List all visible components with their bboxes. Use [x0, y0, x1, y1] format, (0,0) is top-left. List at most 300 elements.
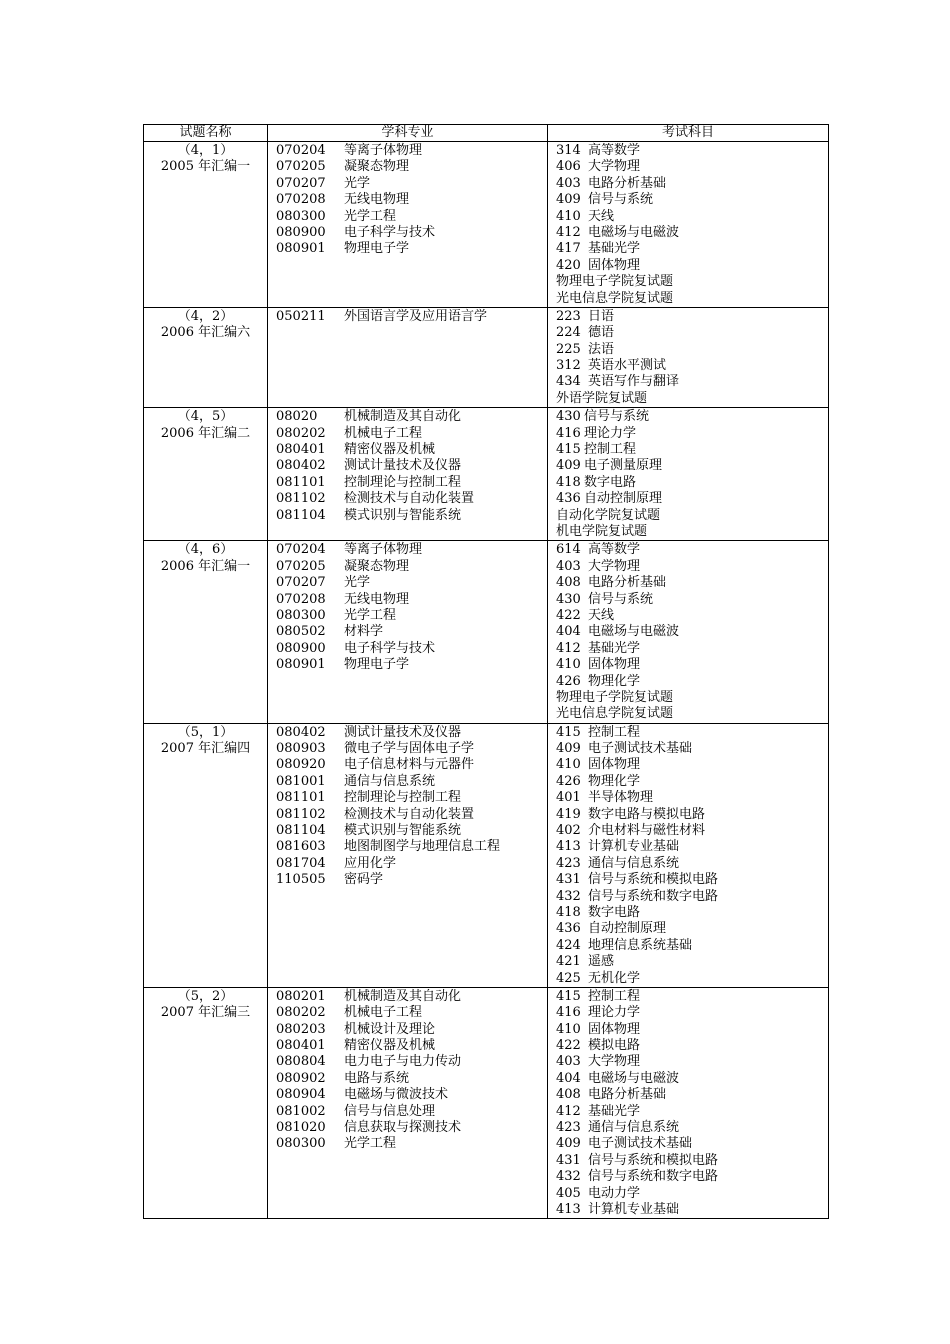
subject-item	[556, 1022, 828, 1038]
subject-name: 电路分析基础	[588, 1087, 667, 1103]
major-name: 精密仪器及机械	[344, 442, 436, 458]
subject-name: 数字电路	[584, 474, 637, 490]
subject-name: 介电材料与磁性材料	[588, 823, 706, 839]
subject-code: 418	[556, 474, 581, 490]
subjects-cell	[548, 307, 829, 407]
major-item	[276, 1005, 547, 1021]
subject-code: 413	[556, 1202, 581, 1217]
subject-code: 409	[556, 458, 581, 474]
major-code: 081002	[276, 1103, 326, 1119]
major-item	[276, 1087, 547, 1103]
subject-name: 控制工程	[588, 988, 641, 1004]
subject-code: 409	[556, 1136, 581, 1152]
major-item	[276, 757, 547, 773]
header-subject: 考试科目	[548, 125, 829, 142]
major-item	[276, 542, 547, 558]
subject-name: 自动控制原理	[584, 491, 663, 507]
subject-code: 417	[556, 241, 581, 257]
major-item	[276, 309, 547, 325]
major-name: 物理电子学	[344, 657, 410, 673]
major-name: 无线电物理	[344, 192, 410, 208]
subject-code: 409	[556, 741, 581, 757]
subject-name: 固体物理	[588, 257, 641, 273]
subject-item	[556, 1202, 828, 1218]
subject-code: 418	[556, 904, 581, 920]
subject-code: 224	[556, 325, 581, 341]
exam-title: 2006 年汇编六	[160, 325, 251, 341]
exam-catalog-table	[143, 124, 829, 1219]
major-item	[276, 241, 547, 257]
subject-item	[556, 905, 828, 921]
subject-code: 430	[556, 409, 581, 425]
subject-name: 通信与信息系统	[588, 855, 680, 871]
major-code: 080904	[276, 1087, 326, 1103]
major-name: 机械制造及其自动化	[344, 409, 462, 425]
majors-cell	[268, 307, 548, 407]
subject-code: 419	[556, 806, 581, 822]
table-row	[144, 541, 829, 723]
subject-item	[556, 1169, 828, 1185]
subject-code: 426	[556, 773, 581, 789]
major-item	[276, 559, 547, 575]
subject-item	[556, 657, 828, 673]
subject-item	[556, 442, 828, 458]
subject-code: 415	[556, 724, 581, 740]
major-code: 080300	[276, 607, 326, 623]
retest-item: 外语学院复试题	[556, 390, 648, 406]
major-item	[276, 989, 547, 1005]
subject-item	[556, 241, 828, 257]
retest-item: 物理电子学院复试题	[556, 274, 674, 290]
exam-id: （4，5）	[177, 409, 234, 425]
subject-item	[556, 641, 828, 657]
major-item	[276, 856, 547, 872]
major-name: 光学工程	[344, 1136, 397, 1152]
major-code: 080901	[276, 657, 326, 673]
subject-name: 电子测试技术基础	[588, 741, 693, 757]
subject-item	[556, 741, 828, 757]
subject-item	[556, 774, 828, 790]
subject-item	[556, 458, 828, 474]
subject-item	[556, 258, 828, 274]
major-item	[276, 1120, 547, 1136]
major-code: 070207	[276, 175, 326, 191]
subject-name: 高等数学	[588, 143, 641, 158]
subject-item	[556, 409, 828, 425]
major-item	[276, 143, 547, 159]
subject-name: 固体物理	[588, 657, 641, 673]
major-item	[276, 159, 547, 175]
subject-code: 410	[556, 1021, 581, 1037]
table-body	[144, 142, 829, 1219]
subject-name: 电磁场与电磁波	[588, 1070, 680, 1086]
majors-cell	[268, 541, 548, 723]
subject-code: 402	[556, 823, 581, 839]
subject-item	[556, 938, 828, 954]
major-item	[276, 839, 547, 855]
major-item	[276, 790, 547, 806]
major-name: 机械电子工程	[344, 425, 423, 441]
subject-code: 432	[556, 888, 581, 904]
major-name: 精密仪器及机械	[344, 1038, 436, 1054]
subject-item	[556, 823, 828, 839]
subject-code: 412	[556, 224, 581, 240]
major-code: 081704	[276, 855, 326, 871]
exam-id: （5，1）	[177, 724, 234, 740]
major-code: 081102	[276, 806, 326, 822]
subject-code: 403	[556, 558, 581, 574]
subject-code: 420	[556, 257, 581, 273]
subject-item	[556, 1038, 828, 1054]
subject-name: 天线	[588, 607, 615, 623]
subject-name: 信号与系统	[584, 409, 650, 425]
major-code: 070207	[276, 575, 326, 591]
subject-code: 434	[556, 374, 581, 390]
subject-code: 415	[556, 442, 581, 458]
subject-name: 电动力学	[588, 1185, 641, 1201]
subject-item	[556, 608, 828, 624]
major-code: 081001	[276, 773, 326, 789]
subject-name: 电路分析基础	[588, 575, 667, 591]
major-item	[276, 192, 547, 208]
subjects-cell	[548, 987, 829, 1218]
subject-code: 413	[556, 839, 581, 855]
subject-item	[556, 889, 828, 905]
major-name: 光学	[344, 175, 371, 191]
subject-item	[556, 1054, 828, 1070]
subject-item	[556, 1087, 828, 1103]
subject-name: 电磁场与电磁波	[588, 224, 680, 240]
major-item	[276, 1038, 547, 1054]
major-code: 080402	[276, 724, 326, 740]
subject-code: 412	[556, 640, 581, 656]
exam-title: 2005 年汇编一	[160, 159, 251, 175]
major-code: 070205	[276, 558, 326, 574]
subject-item	[556, 542, 828, 558]
major-name: 通信与信息系统	[344, 773, 436, 789]
major-code: 080202	[276, 1005, 326, 1021]
subjects-cell	[548, 408, 829, 541]
major-name: 材料学	[344, 624, 384, 640]
subject-item	[556, 325, 828, 341]
exam-title: 2006 年汇编一	[160, 558, 251, 574]
retest-item: 自动化学院复试题	[556, 507, 661, 523]
subject-code: 436	[556, 491, 581, 507]
major-item	[276, 641, 547, 657]
major-code: 080401	[276, 1038, 326, 1054]
subject-item	[556, 725, 828, 741]
subject-item	[556, 209, 828, 225]
exam-title: 2007 年汇编三	[160, 1005, 251, 1021]
subject-item	[556, 624, 828, 640]
majors-cell	[268, 408, 548, 541]
exam-id: （4，6）	[177, 542, 234, 558]
subject-code: 408	[556, 575, 581, 591]
subject-name: 高等数学	[588, 542, 641, 558]
subject-item	[556, 225, 828, 241]
subject-item	[556, 309, 828, 325]
major-code: 070204	[276, 542, 326, 558]
subject-name: 理论力学	[584, 425, 637, 441]
subject-code: 614	[556, 542, 581, 558]
major-code: 080401	[276, 442, 326, 458]
subject-name: 信号与系统和模拟电路	[588, 872, 719, 888]
subject-name: 理论力学	[588, 1005, 641, 1021]
major-name: 地图制图学与地理信息工程	[344, 839, 501, 855]
major-code: 070204	[276, 143, 326, 158]
major-name: 测试计量技术及仪器	[344, 458, 462, 474]
major-code: 080300	[276, 1136, 326, 1152]
major-code: 08020	[276, 409, 318, 425]
major-name: 信息获取与探测技术	[344, 1120, 462, 1136]
subject-name: 物理化学	[588, 773, 641, 789]
major-code: 080402	[276, 458, 326, 474]
subject-code: 410	[556, 757, 581, 773]
subject-code: 410	[556, 208, 581, 224]
subject-code: 430	[556, 591, 581, 607]
major-code: 081104	[276, 823, 326, 839]
subjects-cell	[548, 723, 829, 987]
subject-name: 英语水平测试	[588, 358, 667, 374]
major-name: 电子科学与技术	[344, 224, 436, 240]
major-name: 电子科学与技术	[344, 640, 436, 656]
subject-name: 计算机专业基础	[588, 1202, 680, 1217]
subject-item	[556, 374, 828, 390]
subject-item	[556, 192, 828, 208]
major-item	[276, 225, 547, 241]
subject-name: 电子测试技术基础	[588, 1136, 693, 1152]
subject-name: 基础光学	[588, 1103, 641, 1119]
major-code: 080201	[276, 988, 326, 1004]
major-name: 控制理论与控制工程	[344, 474, 462, 490]
retest-item: 光电信息学院复试题	[556, 290, 674, 306]
major-name: 等离子体物理	[344, 143, 423, 158]
subject-item	[556, 790, 828, 806]
subject-code: 416	[556, 425, 581, 441]
subject-name: 信号与系统	[588, 192, 654, 208]
major-code: 080502	[276, 624, 326, 640]
major-name: 光学	[344, 575, 371, 591]
major-item	[276, 657, 547, 673]
major-code: 081101	[276, 474, 326, 490]
major-item	[276, 409, 547, 425]
table-row	[144, 408, 829, 541]
subject-code: 403	[556, 175, 581, 191]
subjects-cell	[548, 541, 829, 723]
subject-name: 信号与系统和模拟电路	[588, 1152, 719, 1168]
major-name: 无线电物理	[344, 591, 410, 607]
major-code: 081603	[276, 839, 326, 855]
subject-name: 信号与系统和数字电路	[588, 888, 719, 904]
retest-item: 光电信息学院复试题	[556, 706, 674, 722]
major-item	[276, 807, 547, 823]
major-item	[276, 608, 547, 624]
subject-item	[556, 1136, 828, 1152]
table-row	[144, 142, 829, 308]
table-row	[144, 723, 829, 987]
subject-item	[556, 358, 828, 374]
subject-item	[556, 757, 828, 773]
major-code: 050211	[276, 308, 326, 324]
subject-name: 电子测量原理	[584, 458, 663, 474]
major-code: 080901	[276, 241, 326, 257]
major-name: 测试计量技术及仪器	[344, 724, 462, 740]
major-item	[276, 491, 547, 507]
major-code: 070208	[276, 591, 326, 607]
subject-name: 无机化学	[588, 970, 641, 986]
major-code: 080202	[276, 425, 326, 441]
subject-name: 信号与系统和数字电路	[588, 1169, 719, 1185]
subject-item	[556, 592, 828, 608]
major-item	[276, 1022, 547, 1038]
subject-code: 416	[556, 1005, 581, 1021]
subject-item	[556, 856, 828, 872]
major-name: 电磁场与微波技术	[344, 1087, 449, 1103]
subject-code: 408	[556, 1087, 581, 1103]
major-name: 光学工程	[344, 607, 397, 623]
subject-code: 405	[556, 1185, 581, 1201]
major-name: 光学工程	[344, 208, 397, 224]
exam-name-cell	[144, 142, 268, 308]
subject-item	[556, 1005, 828, 1021]
major-name: 凝聚态物理	[344, 159, 410, 175]
major-name: 模式识别与智能系统	[344, 823, 462, 839]
major-code: 081101	[276, 790, 326, 806]
subject-name: 日语	[588, 308, 615, 324]
majors-cell	[268, 723, 548, 987]
subject-item	[556, 989, 828, 1005]
subject-name: 通信与信息系统	[588, 1120, 680, 1136]
subject-item	[556, 1153, 828, 1169]
subject-code: 406	[556, 159, 581, 175]
major-name: 密码学	[344, 872, 384, 888]
major-item	[276, 872, 547, 888]
subject-item	[556, 559, 828, 575]
subject-item	[556, 839, 828, 855]
exam-id: （4，2）	[177, 308, 234, 324]
exam-id: （4，1）	[177, 143, 234, 158]
subject-name: 地理信息系统基础	[588, 937, 693, 953]
major-code: 080902	[276, 1070, 326, 1086]
table-row	[144, 987, 829, 1218]
major-name: 信号与信息处理	[344, 1103, 436, 1119]
subject-name: 英语写作与翻译	[588, 374, 680, 390]
major-name: 微电子学与固体电子学	[344, 741, 475, 757]
subject-name: 半导体物理	[588, 790, 654, 806]
subject-item	[556, 143, 828, 159]
subject-item	[556, 921, 828, 937]
subject-item	[556, 1071, 828, 1087]
major-item	[276, 624, 547, 640]
subject-name: 控制工程	[588, 724, 641, 740]
subject-item	[556, 342, 828, 358]
subject-code: 423	[556, 1120, 581, 1136]
major-name: 模式识别与智能系统	[344, 507, 462, 523]
exam-title: 2007 年汇编四	[160, 741, 251, 757]
subject-name: 物理化学	[588, 673, 641, 689]
subject-item	[556, 426, 828, 442]
subject-item	[556, 491, 828, 507]
majors-cell	[268, 987, 548, 1218]
subject-item	[556, 971, 828, 987]
subject-name: 德语	[588, 325, 615, 341]
major-name: 检测技术与自动化装置	[344, 806, 475, 822]
exam-name-cell	[144, 307, 268, 407]
subject-name: 电路分析基础	[588, 175, 667, 191]
major-code: 070205	[276, 159, 326, 175]
subject-code: 424	[556, 937, 581, 953]
subject-code: 410	[556, 657, 581, 673]
subject-item	[556, 872, 828, 888]
major-item	[276, 475, 547, 491]
retest-item: 物理电子学院复试题	[556, 689, 674, 705]
major-code: 080920	[276, 757, 326, 773]
table-row	[144, 307, 829, 407]
subject-code: 401	[556, 790, 581, 806]
subject-item	[556, 575, 828, 591]
subject-name: 遥感	[588, 954, 615, 970]
major-name: 机械电子工程	[344, 1005, 423, 1021]
major-item	[276, 774, 547, 790]
subject-name: 大学物理	[588, 558, 641, 574]
header-major: 学科专业	[268, 125, 548, 142]
subject-item	[556, 1104, 828, 1120]
major-item	[276, 575, 547, 591]
majors-cell	[268, 142, 548, 308]
major-item	[276, 741, 547, 757]
subject-code: 425	[556, 970, 581, 986]
major-name: 等离子体物理	[344, 542, 423, 558]
major-code: 081104	[276, 507, 326, 523]
major-name: 电力电子与电力传动	[344, 1054, 462, 1070]
subject-name: 信号与系统	[588, 591, 654, 607]
subject-item	[556, 807, 828, 823]
major-name: 应用化学	[344, 855, 397, 871]
major-name: 凝聚态物理	[344, 558, 410, 574]
subject-name: 数字电路	[588, 904, 641, 920]
subject-name: 基础光学	[588, 640, 641, 656]
major-item	[276, 1104, 547, 1120]
major-name: 控制理论与控制工程	[344, 790, 462, 806]
subject-item	[556, 1120, 828, 1136]
major-item	[276, 458, 547, 474]
subject-code: 426	[556, 673, 581, 689]
subject-code: 404	[556, 1070, 581, 1086]
subject-code: 421	[556, 954, 581, 970]
major-code: 070208	[276, 192, 326, 208]
subject-item	[556, 475, 828, 491]
subject-code: 415	[556, 988, 581, 1004]
subject-item	[556, 159, 828, 175]
subject-code: 312	[556, 358, 581, 374]
major-item	[276, 176, 547, 192]
subject-code: 223	[556, 308, 581, 324]
subject-code: 404	[556, 624, 581, 640]
exam-id: （5，2）	[177, 988, 234, 1004]
major-name: 机械设计及理论	[344, 1021, 436, 1037]
major-code: 080203	[276, 1021, 326, 1037]
major-code: 080903	[276, 741, 326, 757]
subject-name: 模拟电路	[588, 1038, 641, 1054]
subject-item	[556, 1186, 828, 1202]
subject-name: 电磁场与电磁波	[588, 624, 680, 640]
subject-name: 自动控制原理	[588, 921, 667, 937]
subject-name: 大学物理	[588, 1054, 641, 1070]
header-row	[144, 125, 829, 142]
header-exam-name: 试题名称	[144, 125, 268, 142]
subject-name: 数字电路与模拟电路	[588, 806, 706, 822]
subject-code: 225	[556, 341, 581, 357]
